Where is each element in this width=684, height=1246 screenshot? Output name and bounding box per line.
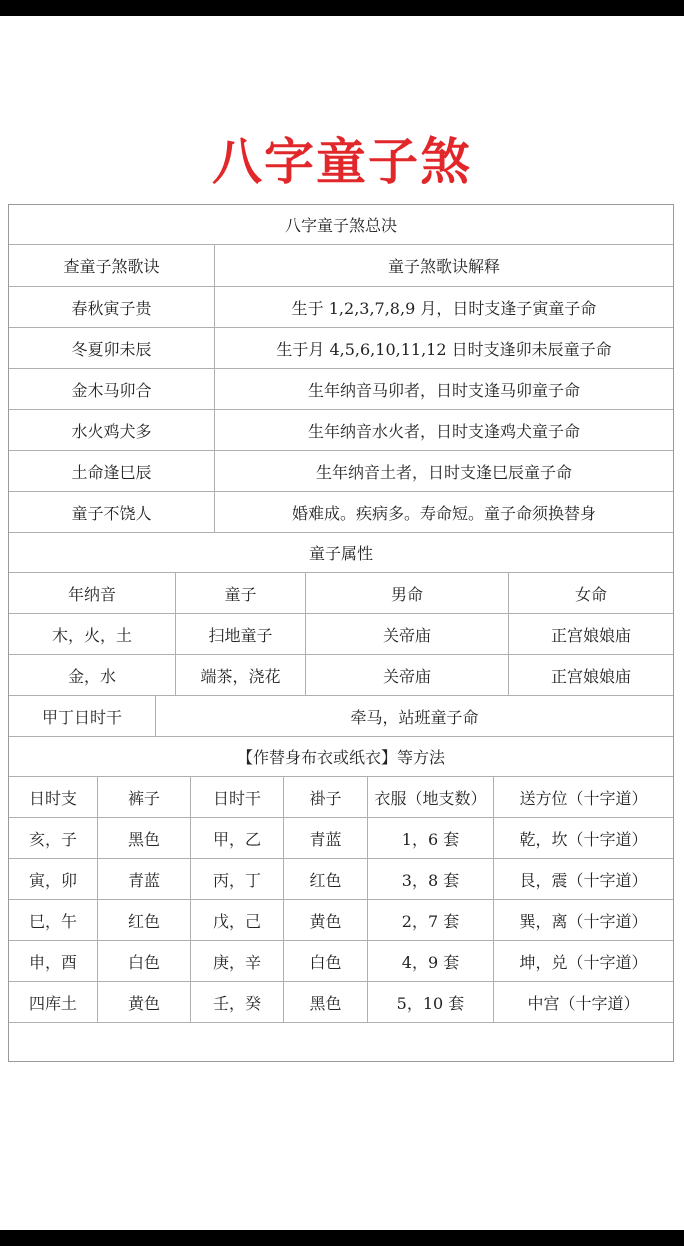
- table-cell: 中宫（十字道）: [527, 993, 640, 1013]
- section1-title-row: [9, 205, 673, 245]
- column-header: 童子煞歌诀解释: [387, 257, 500, 276]
- table-cell: 坤，兑（十字道）: [519, 952, 648, 972]
- table-cell: 水火鸡犬多: [9, 410, 215, 450]
- table-cell: 青蓝: [98, 859, 191, 899]
- table-cell: 黄色: [284, 900, 368, 940]
- table-cell: 金木马卯合: [9, 369, 215, 409]
- table-row: [9, 655, 673, 696]
- table-cell: 3，8 套: [368, 859, 494, 899]
- table-cell: 丙，丁: [191, 859, 284, 899]
- table-row: [9, 900, 673, 941]
- table-cell: 正宫娘娘庙: [550, 625, 631, 645]
- table-cell: 冬夏卯未辰: [9, 328, 215, 368]
- bottom-black-bar: [0, 1230, 684, 1246]
- section2-title: 童子属性: [308, 544, 373, 563]
- page-title: 八字童子煞: [212, 133, 472, 191]
- table-cell: 生于 1,2,3,7,8,9 月，日时支逢子寅童子命: [291, 298, 597, 318]
- table-cell: 甲丁日时干: [9, 696, 156, 736]
- table-row: [9, 982, 673, 1023]
- table-cell: 生年纳音马卯者，日时支逢马卯童子命: [307, 380, 580, 400]
- section2-title-row: [9, 533, 673, 573]
- table-row: [9, 451, 673, 492]
- table-cell: 1，6 套: [368, 818, 494, 858]
- table-cell: 土命逢巳辰: [9, 451, 215, 491]
- table-cell: 生于月 4,5,6,10,11,12 日时支逢卯未辰童子命: [276, 339, 612, 359]
- table-row: [9, 328, 673, 369]
- table-cell: 红色: [284, 859, 368, 899]
- table-cell: 红色: [98, 900, 191, 940]
- table-cell: 生年纳音土者，日时支逢巳辰童子命: [315, 462, 572, 482]
- table-cell: 寅，卯: [9, 859, 98, 899]
- table-cell: 白色: [284, 941, 368, 981]
- table-row: [9, 941, 673, 982]
- table-row: [9, 818, 673, 859]
- table-cell: 黄色: [98, 982, 191, 1022]
- table-cell: 4，9 套: [368, 941, 494, 981]
- table-cell: 甲，乙: [191, 818, 284, 858]
- table-cell: 黑色: [284, 982, 368, 1022]
- top-black-bar: [0, 0, 684, 16]
- table-cell: 戊，己: [191, 900, 284, 940]
- table-row: [9, 859, 673, 900]
- table-cell: 春秋寅子贵: [9, 287, 215, 327]
- column-header: 褂子: [284, 777, 368, 817]
- table-cell: 申，酉: [9, 941, 98, 981]
- section3-header-row: [9, 777, 673, 818]
- table-cell: 艮，震（十字道）: [519, 870, 648, 890]
- section1-title: 八字童子煞总决: [284, 216, 397, 235]
- table-cell: 庚，辛: [191, 941, 284, 981]
- table-cell: 关帝庙: [306, 614, 509, 654]
- table-cell: 黑色: [98, 818, 191, 858]
- section3-title-row: [9, 737, 673, 777]
- table-cell: 牵马，站班童子命: [350, 707, 479, 727]
- table-row: [9, 614, 673, 655]
- table-cell: 童子不饶人: [9, 492, 215, 532]
- section1-header-row: [9, 245, 673, 287]
- table-sheet: [8, 204, 674, 1062]
- table-cell: 正宫娘娘庙: [550, 666, 631, 686]
- table-cell: 四库土: [9, 982, 98, 1022]
- table-cell: 亥，子: [9, 818, 98, 858]
- column-header: 送方位（十字道）: [519, 788, 648, 808]
- column-header: 日时干: [191, 777, 284, 817]
- column-header: 衣服（地支数）: [368, 777, 494, 817]
- table-cell: 扫地童子: [176, 614, 306, 654]
- column-header: 查童子煞歌诀: [9, 245, 215, 286]
- table-cell: 巳，午: [9, 900, 98, 940]
- table-cell: 5，10 套: [368, 982, 494, 1022]
- table-row: [9, 492, 673, 533]
- table-cell: 婚难成。疾病多。寿命短。童子命须换替身: [291, 503, 596, 523]
- column-header: 日时支: [9, 777, 98, 817]
- section2-header-row: [9, 573, 673, 614]
- table-row: [9, 369, 673, 410]
- table-cell: 壬，癸: [191, 982, 284, 1022]
- table-cell: 关帝庙: [306, 655, 509, 695]
- column-header: 裤子: [98, 777, 191, 817]
- section3-title: 【作替身布衣或纸衣】等方法: [236, 748, 445, 767]
- column-header: 童子: [176, 573, 306, 613]
- table-cell: 金，水: [9, 655, 176, 695]
- table-cell: 青蓝: [284, 818, 368, 858]
- table-row: [9, 287, 673, 328]
- table-cell: 巽，离（十字道）: [519, 911, 648, 931]
- column-header: 女命: [574, 584, 607, 604]
- column-header: 男命: [306, 573, 509, 613]
- table-row: [9, 410, 673, 451]
- table-cell: 2，7 套: [368, 900, 494, 940]
- table-cell: 白色: [98, 941, 191, 981]
- table-cell: 乾，坎（十字道）: [519, 829, 648, 849]
- table-row: [9, 696, 673, 737]
- table-cell: 生年纳音水火者，日时支逢鸡犬童子命: [307, 421, 580, 441]
- table-cell: 端茶，浇花: [176, 655, 306, 695]
- table-cell: 木，火，土: [9, 614, 176, 654]
- column-header: 年纳音: [9, 573, 176, 613]
